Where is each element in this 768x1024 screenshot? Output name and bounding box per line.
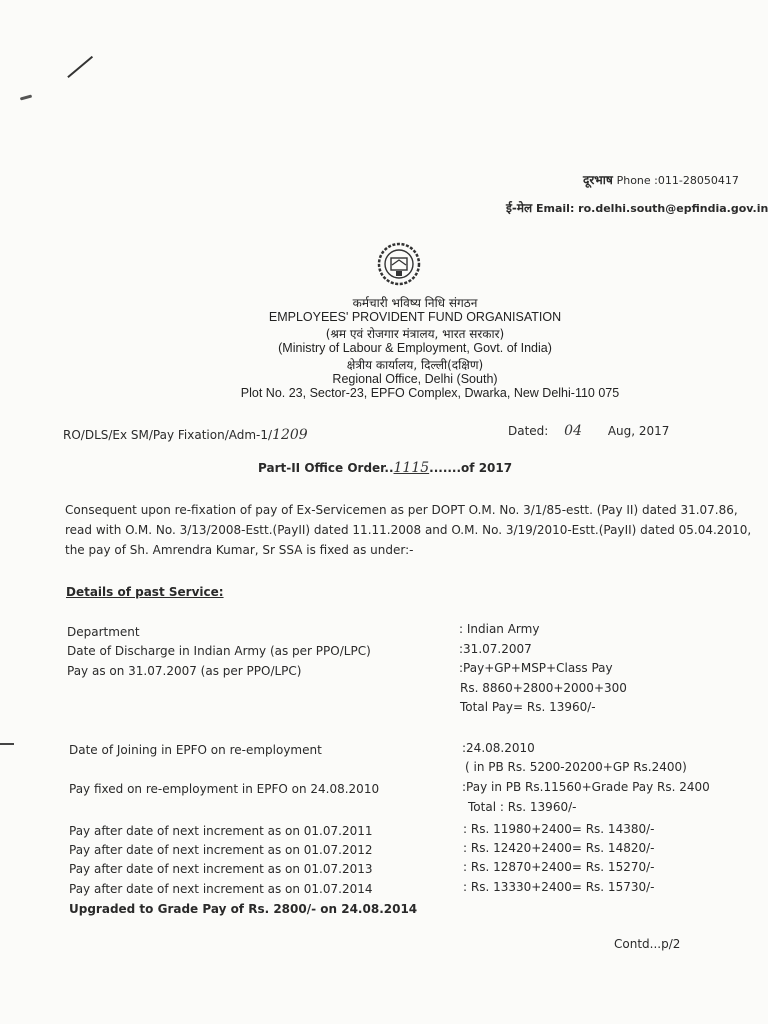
increment-value: : Rs. 12420+2400= Rs. 14820/- xyxy=(463,841,655,855)
dated-label: Dated: xyxy=(508,424,549,438)
epfo-emblem-logo xyxy=(377,242,421,286)
org-name-english: EMPLOYEES' PROVIDENT FUND ORGANISATION xyxy=(268,310,562,324)
phone-text: Phone :011-28050417 xyxy=(616,174,739,187)
pay-value-components: :Pay+GP+MSP+Class Pay xyxy=(459,661,613,675)
email-line xyxy=(506,199,768,216)
dated-handwritten-day: 04 xyxy=(564,423,582,439)
discharge-label: Date of Discharge in Indian Army (as per PPO/LPC) xyxy=(67,644,371,658)
phone-label-hindi: दूरभाष xyxy=(583,173,613,187)
joining-label: Date of Joining in EPFO on re-employment xyxy=(69,743,322,757)
org-name-hindi: कर्मचारी भविष्य निधि संगठन xyxy=(352,296,478,310)
department-label: Department xyxy=(67,625,140,639)
joining-value-scale: ( in PB Rs. 5200-20200+GP Rs.2400) xyxy=(465,760,687,774)
fixed-pay-total: Total : Rs. 13960/- xyxy=(468,800,577,814)
office-order-suffix: .......of 2017 xyxy=(429,461,513,475)
increment-value: : Rs. 12870+2400= Rs. 15270/- xyxy=(463,860,655,874)
fixed-pay-value: :Pay in PB Rs.11560+Grade Pay Rs. 2400 xyxy=(462,780,710,794)
email-text: Email: ro.delhi.south@epfindia.gov.in xyxy=(536,202,768,215)
ministry-english: (Ministry of Labour & Employment, Govt. of India) xyxy=(278,341,552,355)
increment-label: Pay after date of next increment as on 01.07.2014 xyxy=(69,882,373,896)
dated-line xyxy=(508,423,669,439)
ministry-hindi: (श्रम एवं रोजगार मंत्रालय, भारत सरकार) xyxy=(325,327,505,341)
office-hindi: क्षेत्रीय कार्यालय, दिल्ली(दक्षिण) xyxy=(346,358,484,372)
increment-value: : Rs. 11980+2400= Rs. 14380/- xyxy=(463,822,655,836)
reference-prefix: RO/DLS/Ex SM/Pay Fixation/Adm-1/ xyxy=(63,428,273,442)
scan-edge-mark xyxy=(0,743,14,745)
office-order-prefix: Part-II Office Order.. xyxy=(258,461,394,475)
pen-stroke-mark xyxy=(67,56,92,78)
increment-label: Pay after date of next increment as on 01.07.2012 xyxy=(69,843,373,857)
details-heading: Details of past Service: xyxy=(66,585,224,599)
reference-number xyxy=(63,427,308,443)
office-english: Regional Office, Delhi (South) xyxy=(332,372,498,386)
discharge-value: :31.07.2007 xyxy=(459,642,532,656)
fixed-pay-label: Pay fixed on re-employment in EPFO on 24.08.2010 xyxy=(69,782,380,796)
email-label-hindi: ई-मेल xyxy=(506,201,533,215)
reference-handwritten-number: 1209 xyxy=(272,427,308,443)
joining-value-date: :24.08.2010 xyxy=(462,741,535,755)
pay-value-total: Total Pay= Rs. 13960/- xyxy=(460,700,596,714)
continued-note: Contd...p/2 xyxy=(614,937,681,951)
dated-month-year: Aug, 2017 xyxy=(607,424,670,438)
upgrade-note: Upgraded to Grade Pay of Rs. 2800/- on 24.08.2014 xyxy=(69,902,418,916)
phone-line xyxy=(583,171,739,188)
increment-label: Pay after date of next increment as on 01.07.2011 xyxy=(69,824,373,838)
office-order-handwritten-number: 1115 xyxy=(393,460,430,476)
office-order-title xyxy=(258,460,512,476)
scan-speck xyxy=(20,94,32,100)
department-value: : Indian Army xyxy=(459,622,540,636)
increment-label: Pay after date of next increment as on 01.07.2013 xyxy=(69,862,373,876)
pay-value-amounts: Rs. 8860+2800+2000+300 xyxy=(460,681,627,695)
increment-value: : Rs. 13330+2400= Rs. 15730/- xyxy=(463,880,655,894)
pay-label: Pay as on 31.07.2007 (as per PPO/LPC) xyxy=(67,664,302,678)
office-address: Plot No. 23, Sector-23, EPFO Complex, Dwarka, New Delhi-110 075 xyxy=(240,386,620,400)
intro-paragraph: Consequent upon re-fixation of pay of Ex-Servicemen as per DOPT O.M. No. 3/1/85-estt. (Pay II) dated 31.07.86, read with O.M. No. 3/13/2008-Estt.(PayII) dated 11.11.2008 and O.M. No. 3/19/2010-Estt.(PayII) dated 05.04.2010, the pay of Sh. Amrendra Kumar, Sr SSA is fixed as under:- xyxy=(65,503,752,557)
